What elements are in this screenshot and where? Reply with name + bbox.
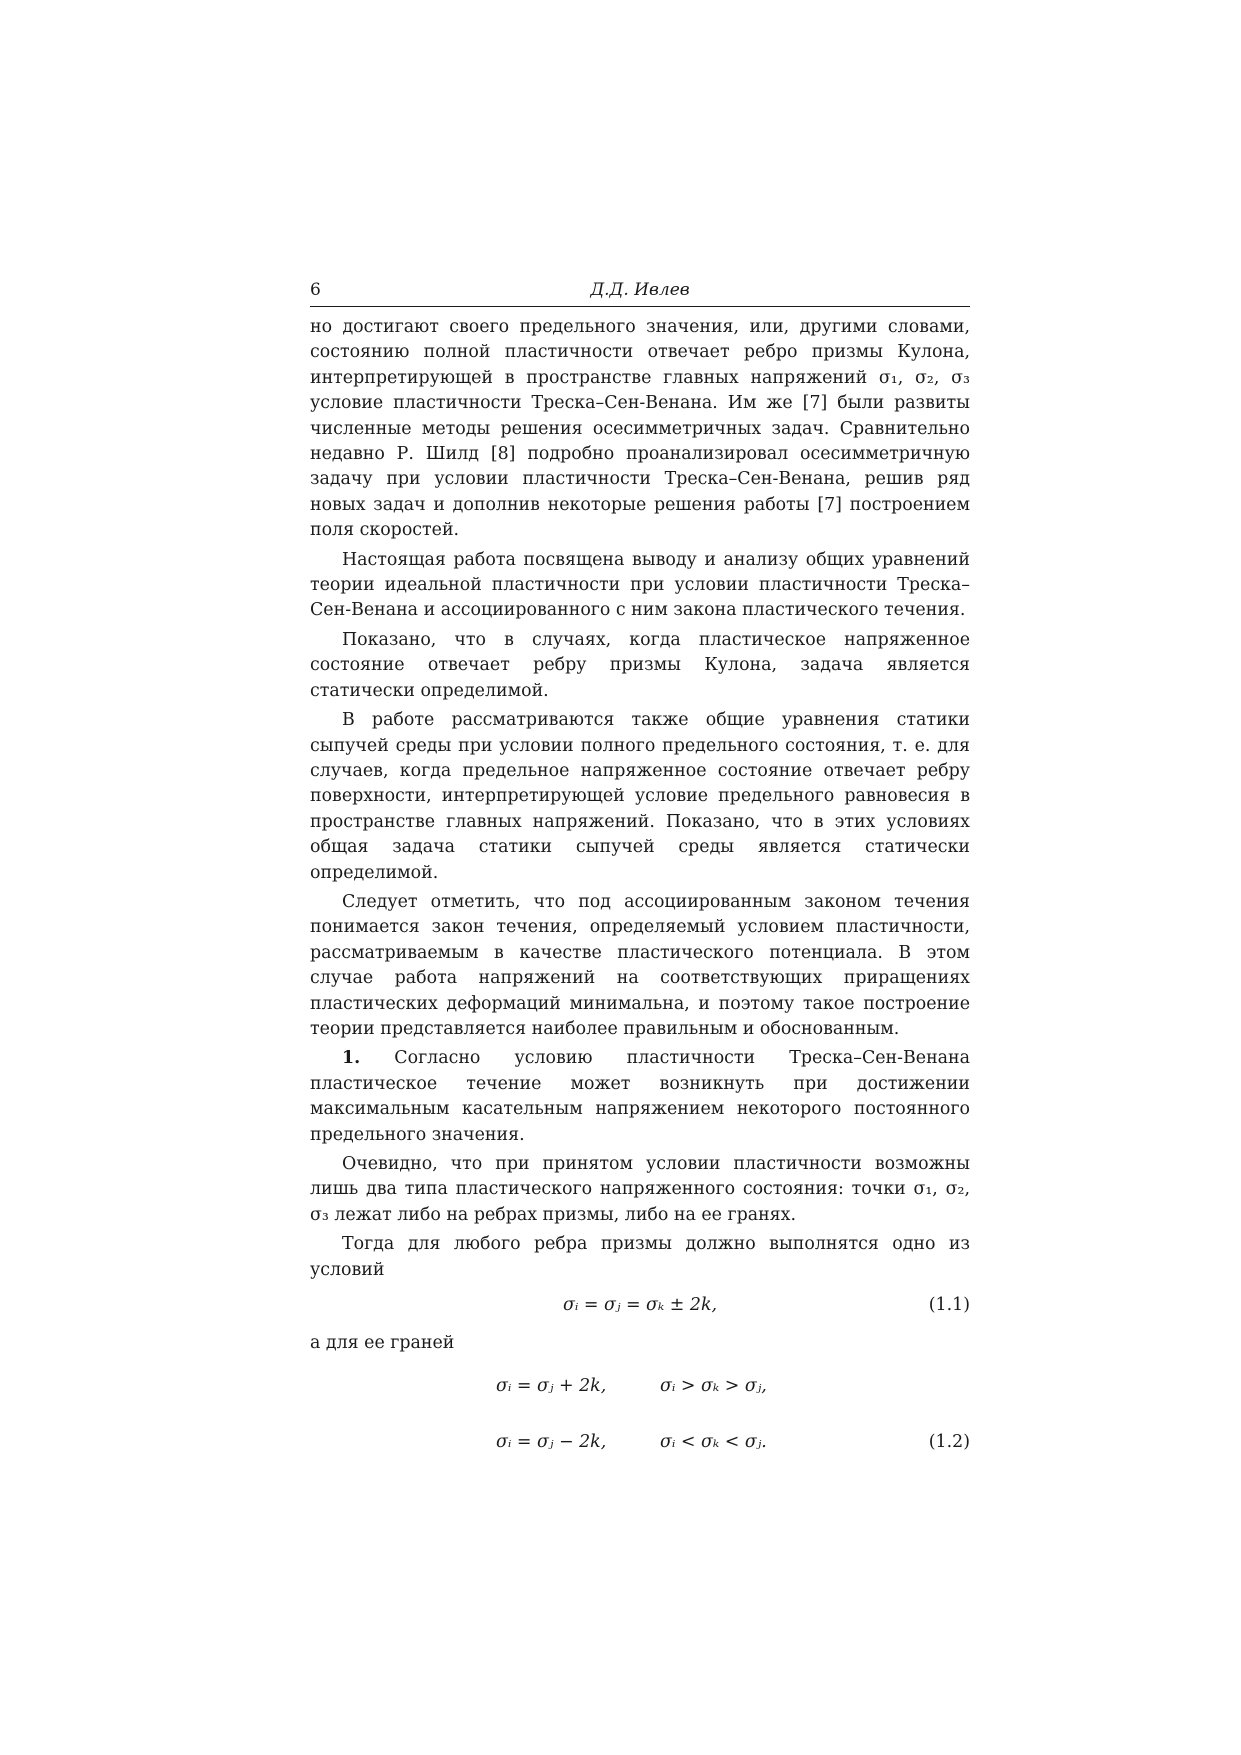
section-paragraph [310, 1046, 970, 1148]
section-number: 1. [342, 1048, 361, 1069]
body-text [310, 315, 970, 1472]
page-number: 6 [310, 280, 321, 300]
equation-expression: σᵢ = σⱼ − 2k, [496, 1432, 607, 1453]
page [310, 278, 970, 1472]
equation-condition: σᵢ > σₖ > σⱼ, [660, 1376, 767, 1397]
paragraph: В работе рассматриваются также общие уравнения статики сыпучей среды при условии полного предельного состояния, т. е. для случаев, когда предельное напряженное состояние отвечает ребру поверхности, интерпретирующей условие предельного равновесия в пространстве главных напряжений. Показано, что в этих условиях общая задача статики сыпучей среды является статически определимой. [310, 710, 970, 883]
paragraph: Следует отметить, что под ассоциированным законом течения понимается закон течения, определяемый условием пластичности, рассматриваемым в качестве пластического потенциала. В этом случае работа напряжений на соответствующих приращениях пластических деформаций минимальна, и поэтому такое построение теории представляется наиболее правильным и обоснованным. [310, 891, 970, 1039]
page-header [310, 278, 970, 307]
equation-1-1 [310, 1287, 970, 1331]
running-head: Д.Д. Ивлев [590, 280, 690, 300]
equation-number: (1.2) [928, 1432, 970, 1453]
section-text: Согласно условию пластичности Треска–Сен-Венана пластическое течение может возникнуть при достижении максимальным касательным напряжением некоторого постоянного предельного значения. [310, 1048, 971, 1145]
paragraph: а для ее граней [310, 1333, 455, 1354]
equation-1-2-line-2 [310, 1416, 970, 1472]
paragraph: Очевидно, что при принятом условии пластичности возможны лишь два типа пластического напряженного состояния: точки σ₁, σ₂, σ₃ лежат либо на ребрах призмы, либо на ее гранях. [310, 1154, 970, 1225]
paragraph: но достигают своего предельного значения, или, другими словами, состоянию полной пластичности отвечает ребро призмы Кулона, интерпретирующей в пространстве главных напряжений σ₁, σ₂, σ₃ условие пластичности Треска–Сен-Венана. Им же [7] были развиты численные методы решения осесимметричных задач. Сравнительно недавно Р. Шилд [8] подробно проанализировал осесимметричную задачу при условии пластичности Треска–Сен-Венана, решив ряд новых задач и дополнив некоторые решения работы [7] построением поля скоростей. [310, 317, 970, 541]
equation-condition: σᵢ < σₖ < σⱼ. [660, 1432, 767, 1453]
equation-expression: σᵢ = σⱼ + 2k, [496, 1376, 607, 1397]
equation-1-2-line-1 [310, 1360, 970, 1416]
paragraph: Настоящая работа посвящена выводу и анализу общих уравнений теории идеальной пластичности при условии пластичности Треска–Сен-Венана и ассоциированного с ним закона пластического течения. [310, 549, 970, 621]
equation-expression: σᵢ = σⱼ = σₖ ± 2k, [562, 1295, 718, 1316]
equation-number: (1.1) [928, 1295, 970, 1316]
paragraph: Тогда для любого ребра призмы должно выполнятся одно из условий [310, 1234, 970, 1280]
paragraph: Показано, что в случаях, когда пластическое напряженное состояние отвечает ребру призмы Кулона, задача является статически определимой. [310, 629, 970, 701]
